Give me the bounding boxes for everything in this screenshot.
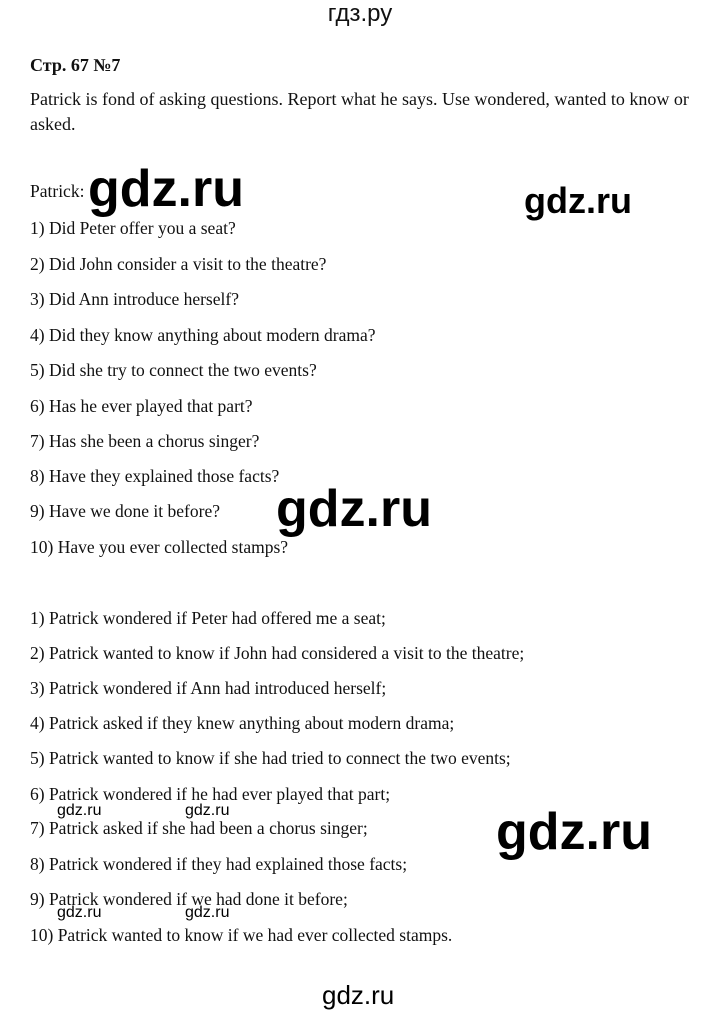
question-line: 4) Did they know anything about modern drama? <box>30 325 376 345</box>
answer-line: 1) Patrick wondered if Peter had offered me a seat; <box>30 608 386 628</box>
question-line: 1) Did Peter offer you a seat? <box>30 218 236 238</box>
speaker-label: Patrick: <box>30 181 85 201</box>
task-text: Patrick is fond of asking questions. Report what he says. Use wondered, wanted to know or asked. <box>30 89 689 134</box>
question-line: 2) Did John consider a visit to the theatre? <box>30 254 327 274</box>
answer-line: 7) Patrick asked if she had been a chorus singer; <box>30 818 368 838</box>
answer-line: 3) Patrick wondered if Ann had introduced herself; <box>30 678 387 698</box>
question-line: 5) Did she try to connect the two events? <box>30 360 317 380</box>
watermark: gdz.ru <box>496 803 652 861</box>
answer-line: 6) Patrick wondered if he had ever played that part; <box>30 784 391 804</box>
site-title: гдз.ру <box>327 0 393 27</box>
question-line: 7) Has she been a chorus singer? <box>30 431 260 451</box>
watermark: gdz.ru <box>322 980 395 1010</box>
question-line: 8) Have they explained those facts? <box>30 466 280 486</box>
watermark: gdz.ru <box>88 160 244 218</box>
answer-line: 9) Patrick wondered if we had done it before; <box>30 889 348 909</box>
answer-line: 8) Patrick wondered if they had explained those facts; <box>30 854 408 874</box>
watermark: gdz.ru <box>57 802 102 819</box>
answer-line: 10) Patrick wanted to know if we had ever collected stamps. <box>30 925 453 945</box>
question-line: 6) Has he ever played that part? <box>30 396 253 416</box>
watermark: gdz.ru <box>185 802 230 819</box>
watermark: gdz.ru <box>185 904 230 921</box>
watermark: gdz.ru <box>276 480 432 538</box>
question-line: 3) Did Ann introduce herself? <box>30 289 239 309</box>
answer-line: 2) Patrick wanted to know if John had considered a visit to the theatre; <box>30 643 525 663</box>
watermark: gdz.ru <box>524 180 632 221</box>
question-line: 9) Have we done it before? <box>30 501 220 521</box>
question-line: 10) Have you ever collected stamps? <box>30 537 289 557</box>
answer-line: 4) Patrick asked if they knew anything about modern drama; <box>30 713 455 733</box>
watermark: gdz.ru <box>57 904 102 921</box>
page-heading: Стр. 67 №7 <box>30 55 121 75</box>
answer-line: 5) Patrick wanted to know if she had tried to connect the two events; <box>30 748 511 768</box>
